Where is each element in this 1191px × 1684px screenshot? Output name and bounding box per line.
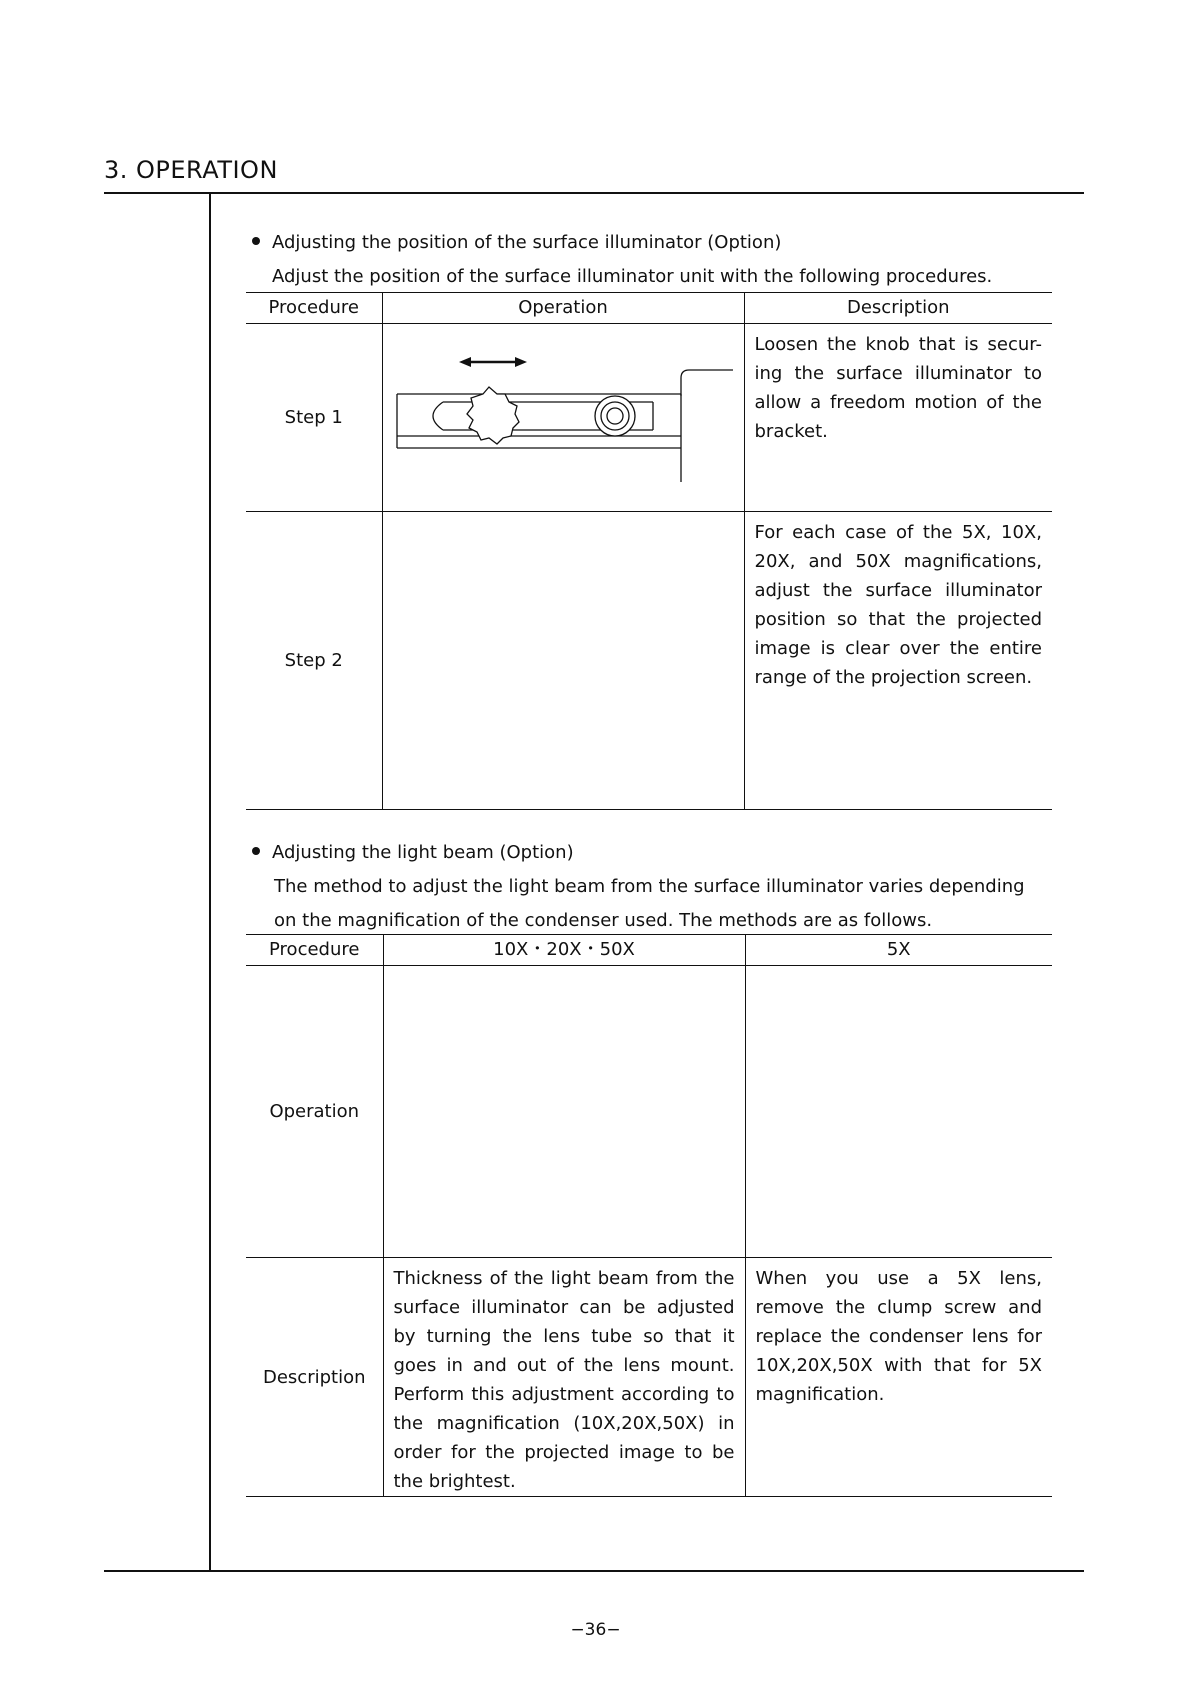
description-cell <box>744 324 1052 512</box>
description-label: Description <box>246 1258 383 1497</box>
page-title: 3. OPERATION <box>104 156 278 184</box>
knob-diagram <box>383 324 745 512</box>
table-header-row <box>246 293 1052 324</box>
bullet-icon <box>252 847 260 855</box>
header-procedure: Procedure <box>246 935 383 966</box>
step1-description: Loosen the knob that is secur-ing the surface illuminator to allow a freedom motion of the bracket. <box>754 334 1042 442</box>
step-label: Step 2 <box>246 512 382 810</box>
surface-illuminator-table <box>246 292 1052 810</box>
section2-intro-line2: on the magnification of the condenser used. The methods are as follows. <box>274 910 933 931</box>
section1-intro: Adjust the position of the surface illuminator unit with the following procedures. <box>272 266 993 287</box>
section2-heading: Adjusting the light beam (Option) <box>252 842 574 863</box>
table-header-row <box>246 935 1052 966</box>
step2-description: For each case of the 5X, 10X, 20X, and 50X magnifications, adjust the surface illuminator position so that the projected image is clear over the entire range of the projection screen. <box>754 522 1042 688</box>
description-cell <box>744 512 1052 810</box>
page-number: −36− <box>570 1620 621 1640</box>
table-row <box>246 512 1052 810</box>
table-row <box>246 324 1052 512</box>
header-5x: 5X <box>745 935 1052 966</box>
table-row <box>246 1258 1052 1497</box>
description-10x-text: Thickness of the light beam from the surface illuminator can be adjusted by turning the lens tube so that it goes in and out of the lens mount. Perform this adjustment according to the magnification (10X,20X,50X) in order for the projected image to be the brightest. <box>393 1268 735 1492</box>
operation-10x-cell <box>383 966 745 1258</box>
description-5x-cell <box>745 1258 1052 1497</box>
header-10x-20x-50x: 10X・20X・50X <box>383 935 745 966</box>
header-description: Description <box>744 293 1052 324</box>
bottom-rule <box>104 1570 1084 1572</box>
bullet-icon <box>252 237 260 245</box>
step-label: Step 1 <box>246 324 382 512</box>
operation-5x-cell <box>745 966 1052 1258</box>
operation-label: Operation <box>246 966 383 1258</box>
light-beam-table <box>246 934 1052 1497</box>
title-rule <box>104 192 1084 194</box>
operation-image-cell <box>382 512 744 810</box>
description-10x-cell <box>383 1258 745 1497</box>
section2-intro-line1: The method to adjust the light beam from the surface illuminator varies depending <box>274 876 1025 897</box>
table-row <box>246 966 1052 1258</box>
section1-heading: Adjusting the position of the surface illuminator (Option) <box>252 232 781 253</box>
operation-diagram-cell <box>382 324 744 512</box>
header-operation: Operation <box>382 293 744 324</box>
header-procedure: Procedure <box>246 293 382 324</box>
left-margin-rule <box>209 194 211 1570</box>
description-5x-text: When you use a 5X lens, remove the clump screw and replace the condenser lens for 10X,20X,50X with that for 5X magnification. <box>755 1268 1042 1405</box>
